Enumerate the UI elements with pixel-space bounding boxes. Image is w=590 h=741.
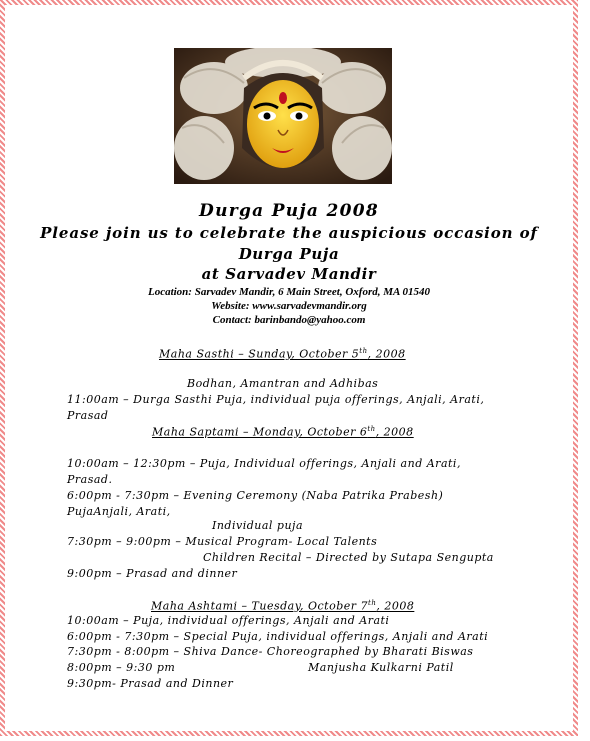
durga-idol-image (174, 48, 392, 184)
contact-text: Contact: barinbando@yahoo.com (212, 314, 366, 326)
schedule-line: Prasad. (67, 473, 113, 486)
schedule-line: 6:00pm - 7:30pm – Evening Ceremony (Naba Patrika Prabesh) (67, 489, 444, 502)
schedule-line: Children Recital – Directed by Sutapa Sengupta (203, 551, 494, 564)
day-heading-sasthi: Maha Sasthi – Sunday, October 5th, 2008 (159, 347, 406, 361)
website-text: Website: www.sarvadevmandir.org (211, 300, 367, 312)
schedule-line: 9:00pm – Prasad and dinner (67, 567, 238, 580)
schedule-line: 10:00am – 12:30pm – Puja, Individual offerings, Anjali and Arati, (67, 457, 461, 470)
venue-name: at Sarvadev Mandir (201, 265, 377, 283)
location-text: Location: Sarvadev Mandir, 6 Main Street, Oxford, MA 01540 (147, 286, 431, 298)
event-title: Durga Puja 2008 (199, 201, 379, 221)
day-heading-ashtami: Maha Ashtami – Tuesday, October 7th, 2008 (151, 599, 415, 613)
schedule-line: 8:00pm – 9:30 pm (67, 661, 176, 674)
schedule-line: 7:30pm - 8:00pm – Shiva Dance- Choreographed by Bharati Biswas (67, 645, 474, 658)
schedule-line: 6:00pm - 7:30pm – Special Puja, individual offerings, Anjali and Arati (67, 630, 489, 643)
schedule-line: 10:00am – Puja, individual offerings, Anjali and Arati (67, 614, 390, 627)
schedule-line: 11:00am – Durga Sasthi Puja, individual puja offerings, Anjali, Arati, (67, 393, 485, 406)
schedule-line: PujaAnjali, Arati, (67, 505, 171, 518)
invitation-line: Please join us to celebrate the auspicious occasion of (40, 224, 538, 242)
schedule-line: Prasad (67, 409, 109, 422)
schedule-line: 9:30pm- Prasad and Dinner (67, 677, 234, 690)
occasion-name: Durga Puja (238, 245, 340, 263)
schedule-line: 7:30pm – 9:00pm – Musical Program- Local Talents (67, 535, 378, 548)
day-heading-saptami: Maha Saptami – Monday, October 6th, 2008 (152, 425, 414, 439)
schedule-line: Manjusha Kulkarni Patil (308, 661, 454, 674)
schedule-line: Bodhan, Amantran and Adhibas (187, 377, 379, 390)
schedule-line: Individual puja (212, 519, 304, 532)
